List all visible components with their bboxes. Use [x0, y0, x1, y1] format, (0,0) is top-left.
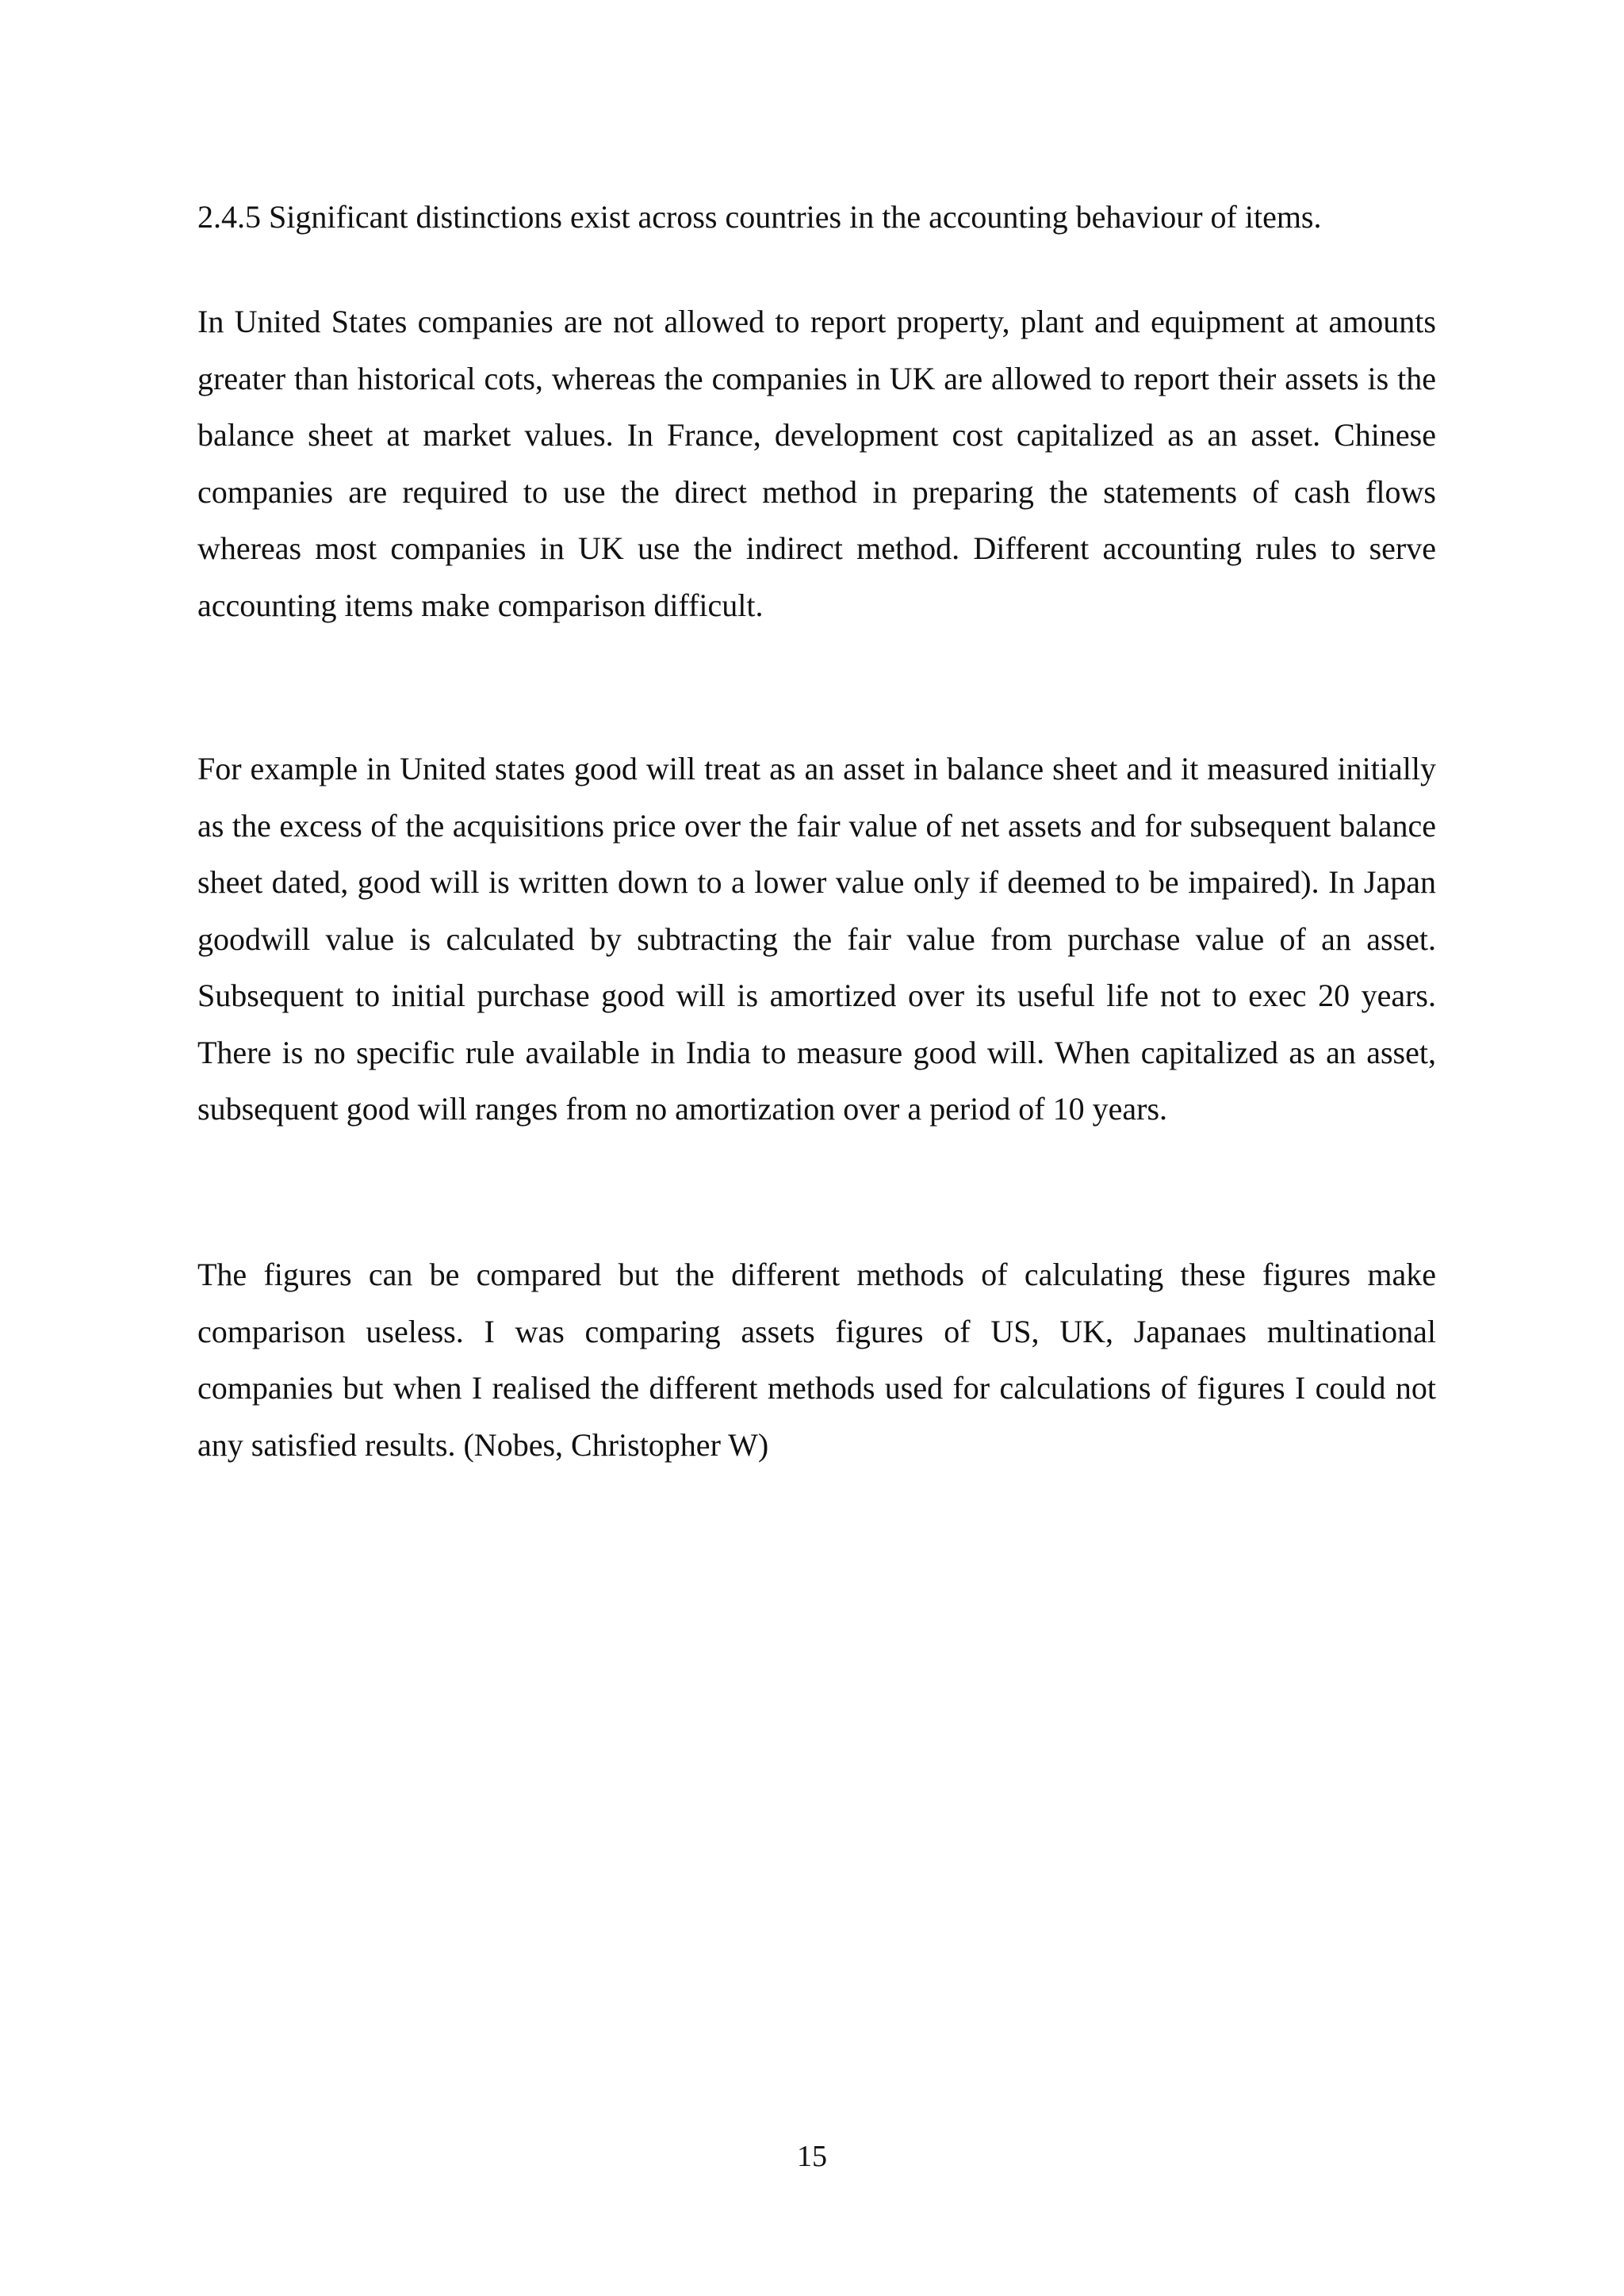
- page-number: 15: [797, 2140, 827, 2173]
- paragraph-accounting-differences: In United States companies are not allowed to report property, plant and equipment at amounts greater than historical cots, whereas the companies in UK are allowed to report their assets is the balance sheet at market values. In France, development cost capitalized as an asset. Chinese companies are required to use the direct method in preparing the statements of cash flows whereas most companies in UK use the indirect method. Different accounting rules to serve accounting items make comparison difficult.: [197, 304, 1436, 623]
- section-heading: 2.4.5 Significant distinctions exist across countries in the accounting behaviour of items.: [197, 199, 1322, 235]
- paragraph-goodwill-example: For example in United states good will treat as an asset in balance sheet and it measured initially as the excess of the acquisitions price over the fair value of net assets and for subsequent balance sheet dated, good will is written down to a lower value only if deemed to be impaired). In Japan goodwill value is calculated by subtracting the fair value from purchase value of an asset. Subsequent to initial purchase good will is amortized over its useful life not to exec 20 years. There is no specific rule available in India to measure good will. When capitalized as an asset, subsequent good will ranges from no amortization over a period of 10 years.: [197, 751, 1436, 1127]
- paragraph-comparison-conclusion: The figures can be compared but the different methods of calculating these figures make comparison useless. I was comparing assets figures of US, UK, Japanaes multinational companies but when I realised the different methods used for calculations of figures I could not any satisfied results. (Nobes, Christopher W): [197, 1257, 1436, 1463]
